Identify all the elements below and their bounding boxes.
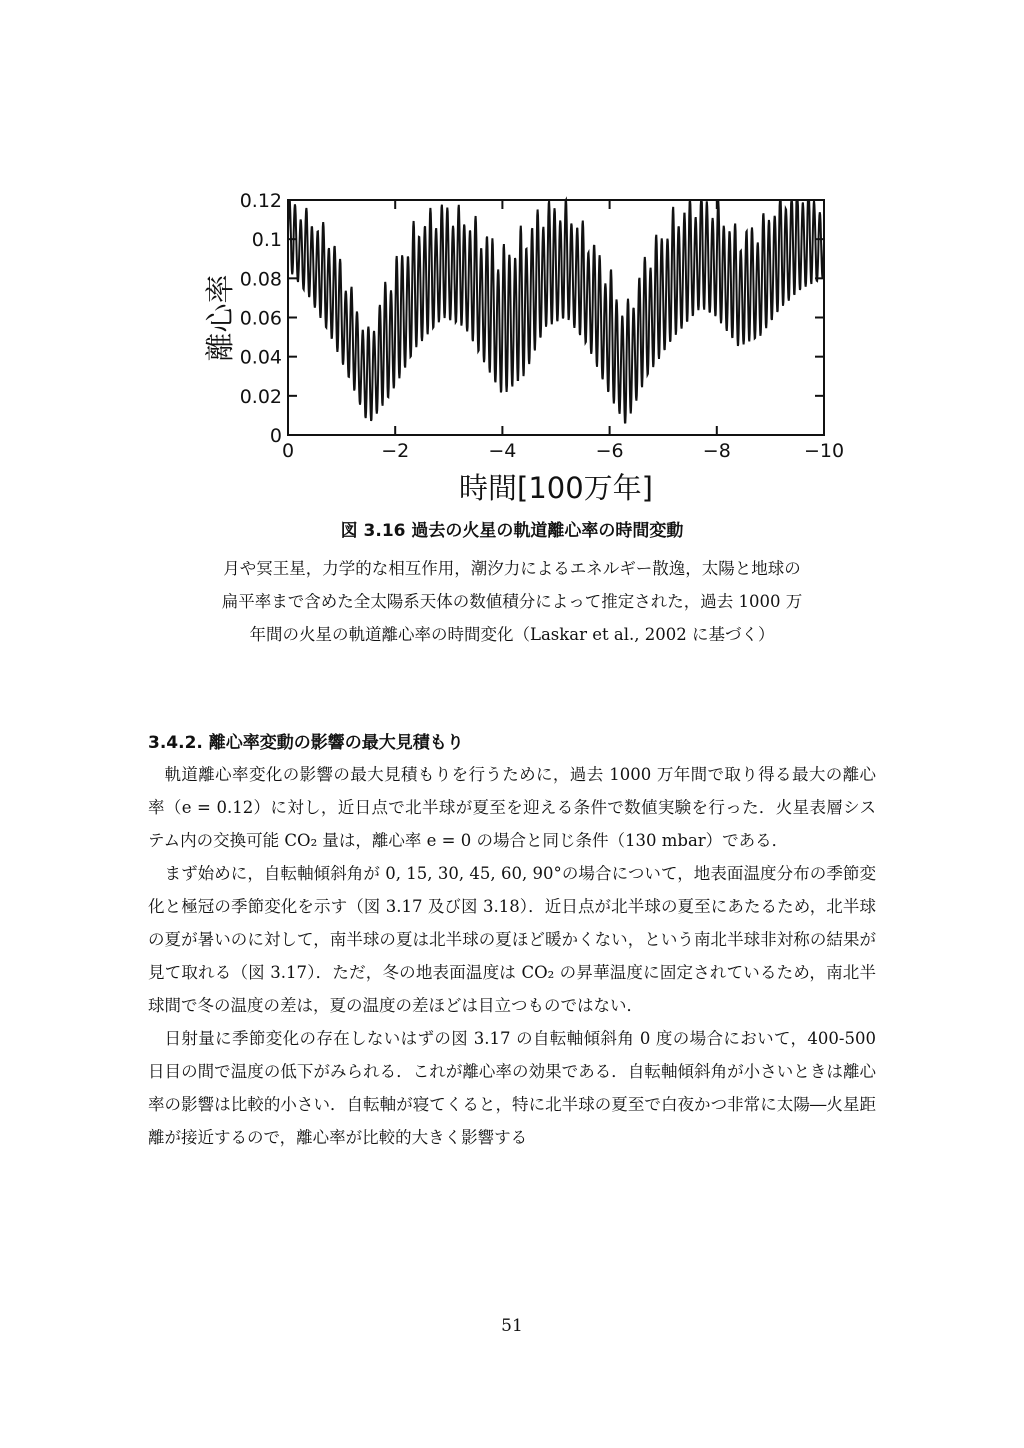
y-tick-label: 0.12	[239, 190, 282, 212]
caption-line: 年間の火星の軌道離心率の時間変化（Laskar et al., 2002 に基づく）	[249, 625, 775, 644]
y-tick-label: 0.08	[239, 268, 282, 291]
y-tick-label: 0.02	[239, 385, 282, 408]
paragraph: 軌道離心率変化の影響の最大見積もりを行うために，過去 1000 万年間で取り得る最大の離心率（e = 0.12）に対し，近日点で北半球が夏至を迎える条件で数値実験を行った．火星表層システム内の交換可能 CO₂ 量は，離心率 e = 0 の場合と同じ条件（130 mbar）である．	[148, 765, 876, 850]
y-tick-label: 0.04	[239, 346, 282, 369]
y-axis-label: 離心率	[203, 274, 237, 362]
figure-caption-body	[148, 552, 876, 651]
paragraph: 日射量に季節変化の存在しないはずの図 3.17 の自転軸傾斜角 0 度の場合において，400-500 日目の間で温度の低下がみられる．これが離心率の効果である．自転軸傾斜角が小さいときは離心率の影響は比較的小さい．自転軸が寝てくると，特に北半球の夏至で白夜かつ非常に太陽―火星距離が接近するので，離心率が比較的大きく影響する	[148, 1029, 876, 1147]
x-tick-label: −10	[803, 440, 845, 462]
x-tick-label: −4	[488, 440, 517, 462]
caption-line: 扁平率まで含めた全太陽系天体の数値積分によって推定された，過去 1000 万	[221, 592, 803, 611]
x-tick-label: −6	[595, 440, 624, 462]
x-tick-label: 0	[281, 440, 295, 462]
figure-caption-title: 図 3.16 過去の火星の軌道離心率の時間変動	[340, 521, 684, 541]
x-tick-label: −8	[702, 440, 731, 462]
y-tick-label: 0	[269, 425, 282, 447]
x-tick-label: −2	[381, 440, 410, 462]
paragraph: まず始めに，自転軸傾斜角が 0, 15, 30, 45, 60, 90°の場合について，地表面温度分布の季節変化と極冠の季節変化を示す（図 3.17 及び図 3.18）．近日点が北半球の夏至にあたるため，北半球の夏が暑いのに対して，南半球の夏は北半球の夏ほど暖かくない，という南北半球非対称の結果が見て取れる（図 3.17）．ただ，冬の地表面温度は CO₂ の昇華温度に固定されているため，南北半球間で冬の温度の差は，夏の温度の差ほどは目立つものではない．	[148, 864, 876, 1015]
body-text	[148, 758, 876, 1154]
y-tick-label: 0.1	[251, 229, 282, 252]
caption-line: 月や冥王星，力学的な相互作用，潮汐力によるエネルギー散逸，太陽と地球の	[223, 559, 801, 578]
page-number: 51	[501, 1316, 523, 1336]
eccentricity-chart	[190, 190, 850, 510]
eccentricity-series-line	[288, 200, 824, 423]
x-axis-label: 時間[100万年]	[459, 471, 653, 505]
section-heading: 3.4.2. 離心率変動の影響の最大見積もり	[148, 733, 464, 753]
y-tick-label: 0.06	[239, 307, 282, 330]
